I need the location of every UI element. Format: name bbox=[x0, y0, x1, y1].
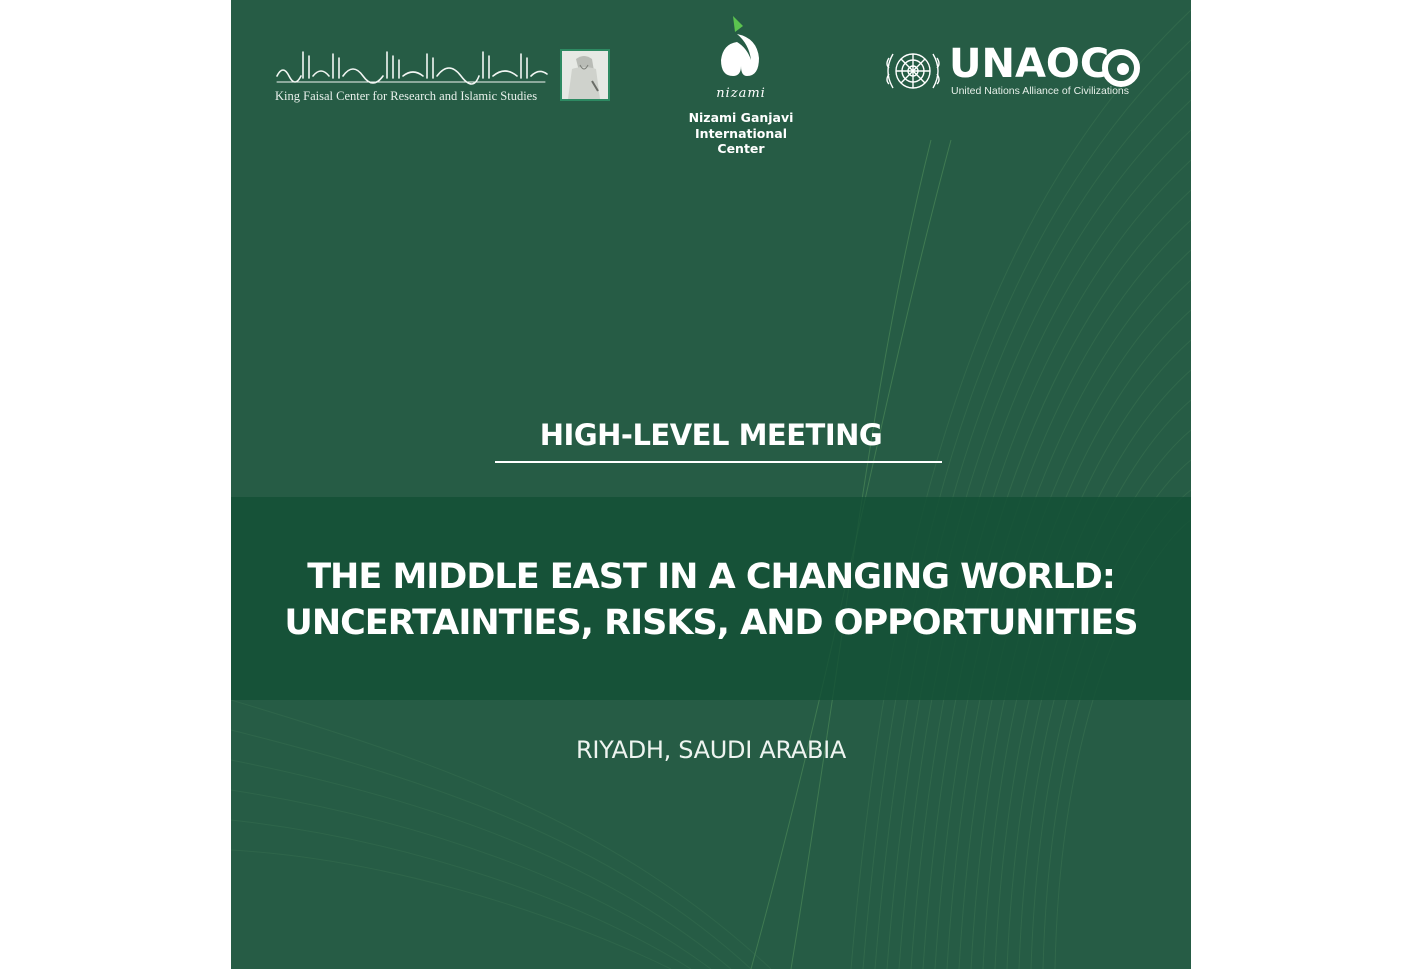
unaoc-swirl-icon bbox=[1099, 48, 1143, 88]
kfcris-logo bbox=[273, 46, 613, 106]
event-location: RIYADH, SAUDI ARABIA bbox=[575, 736, 847, 764]
unaoc-logo bbox=[879, 40, 1145, 102]
nizami-ganjavi-logo bbox=[671, 14, 811, 156]
arabic-calligraphy-logo bbox=[273, 46, 549, 88]
event-poster bbox=[231, 0, 1191, 969]
event-type-heading: HIGH-LEVEL MEETING bbox=[539, 418, 883, 452]
title-band bbox=[231, 497, 1191, 700]
heading-underline bbox=[495, 461, 942, 463]
unaoc-acronym: UNAOC bbox=[949, 41, 1110, 87]
nizami-name-line2: International Center bbox=[695, 126, 787, 156]
event-title-line2: UNCERTAINTIES, RISKS, AND OPPORTUNITIES bbox=[284, 603, 1138, 643]
nizami-name-line1: Nizami Ganjavi bbox=[688, 110, 794, 125]
un-emblem-icon bbox=[879, 42, 947, 100]
event-title-line1: THE MIDDLE EAST IN A CHANGING WORLD: bbox=[307, 557, 1115, 597]
unaoc-full-name: United Nations Alliance of Civilizations bbox=[951, 85, 1130, 97]
nizami-emblem-icon bbox=[713, 14, 769, 86]
kfcris-english-name: King Faisal Center for Research and Islamic Studies bbox=[275, 89, 538, 103]
nizami-script: nizami bbox=[716, 86, 766, 101]
king-faisal-portrait bbox=[560, 49, 610, 101]
